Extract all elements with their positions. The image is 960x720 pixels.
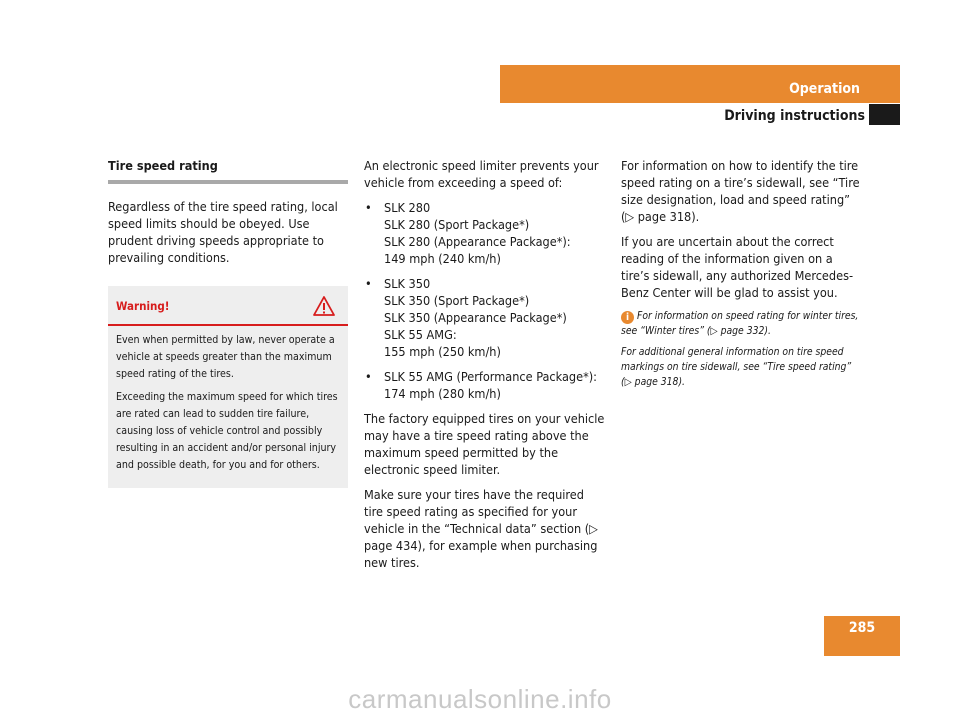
body-paragraph: For information on how to identify the tire speed rating on a tire’s sidewall, see “Tire size designation, load and speed rating” (▷ page 318).	[621, 158, 860, 224]
left-column	[108, 157, 348, 488]
warning-paragraph: Even when permitted by law, never operate a vehicle at speeds greater than the maximum speed rating of the tires.	[116, 334, 335, 380]
warning-header	[108, 286, 348, 326]
list-line: SLK 280	[384, 200, 431, 215]
list-line: 155 mph (250 km/h)	[384, 344, 501, 359]
list-line: SLK 55 AMG:	[384, 327, 457, 342]
list-line: SLK 350	[384, 276, 431, 291]
warning-title: Warning!	[116, 299, 170, 313]
list-line: SLK 55 AMG (Performance Package*):	[384, 369, 597, 384]
info-icon: i	[621, 311, 634, 324]
section-title: Operation	[789, 81, 860, 97]
body-paragraph: The factory equipped tires on your vehicle may have a tire speed rating above the maximum speed permitted by the electronic speed limiter.	[364, 411, 605, 477]
list-line: SLK 350 (Sport Package*)	[384, 293, 530, 308]
warning-paragraph: Exceeding the maximum speed for which tires are rated can lead to sudden tire failure, causing loss of vehicle control and possibly resulting in an accident and/or personal injury and possible death, for you and for others.	[116, 391, 338, 471]
list-line: 149 mph (240 km/h)	[384, 251, 501, 266]
section-heading: Tire speed rating	[108, 157, 348, 184]
header-marker-block	[869, 104, 900, 125]
limiter-intro: An electronic speed limiter prevents your vehicle from exceeding a speed of:	[364, 158, 599, 190]
body-paragraph: Make sure your tires have the required tire speed rating as specified for your vehicle in the “Technical data” section (▷ page 434), for example when purchasing new tires.	[364, 487, 598, 570]
section-header-bar	[500, 65, 900, 103]
subsection-title: Driving instructions	[724, 108, 865, 124]
note-text: For information on speed rating for winter tires, see “Winter tires” (▷ page 332).	[621, 310, 859, 337]
info-note	[621, 309, 863, 390]
warning-triangle-icon	[312, 295, 336, 317]
list-line: SLK 350 (Appearance Package*)	[384, 310, 567, 325]
right-column	[621, 157, 863, 396]
warning-body	[108, 326, 348, 474]
list-item	[364, 368, 606, 402]
bullet-icon: •	[365, 369, 372, 384]
note-paragraph	[621, 309, 863, 339]
body-paragraph: If you are uncertain about the correct reading of the information given on a tire’s sidewall, any authorized Mercedes-Benz Center will be glad to assist you.	[621, 234, 854, 300]
note-paragraph: For additional general information on tire speed markings on tire sidewall, see “Tire speed rating” (▷ page 318).	[621, 346, 852, 388]
list-line: SLK 280 (Sport Package*)	[384, 217, 530, 232]
warning-box	[108, 286, 348, 488]
list-line: 174 mph (280 km/h)	[384, 386, 501, 401]
list-line: SLK 280 (Appearance Package*):	[384, 234, 571, 249]
bullet-icon: •	[365, 200, 372, 215]
bullet-icon: •	[365, 276, 372, 291]
watermark-footer: carmanualsonline.info	[348, 684, 612, 714]
page-number: 285	[848, 620, 876, 636]
list-item	[364, 275, 606, 360]
middle-column	[364, 157, 606, 579]
list-item	[364, 199, 606, 267]
intro-paragraph: Regardless of the tire speed rating, local speed limits should be obeyed. Use prudent driving speeds appropriate to prevailing conditions.	[108, 199, 338, 265]
speed-limit-list	[364, 199, 606, 402]
page-number-box	[824, 616, 900, 656]
